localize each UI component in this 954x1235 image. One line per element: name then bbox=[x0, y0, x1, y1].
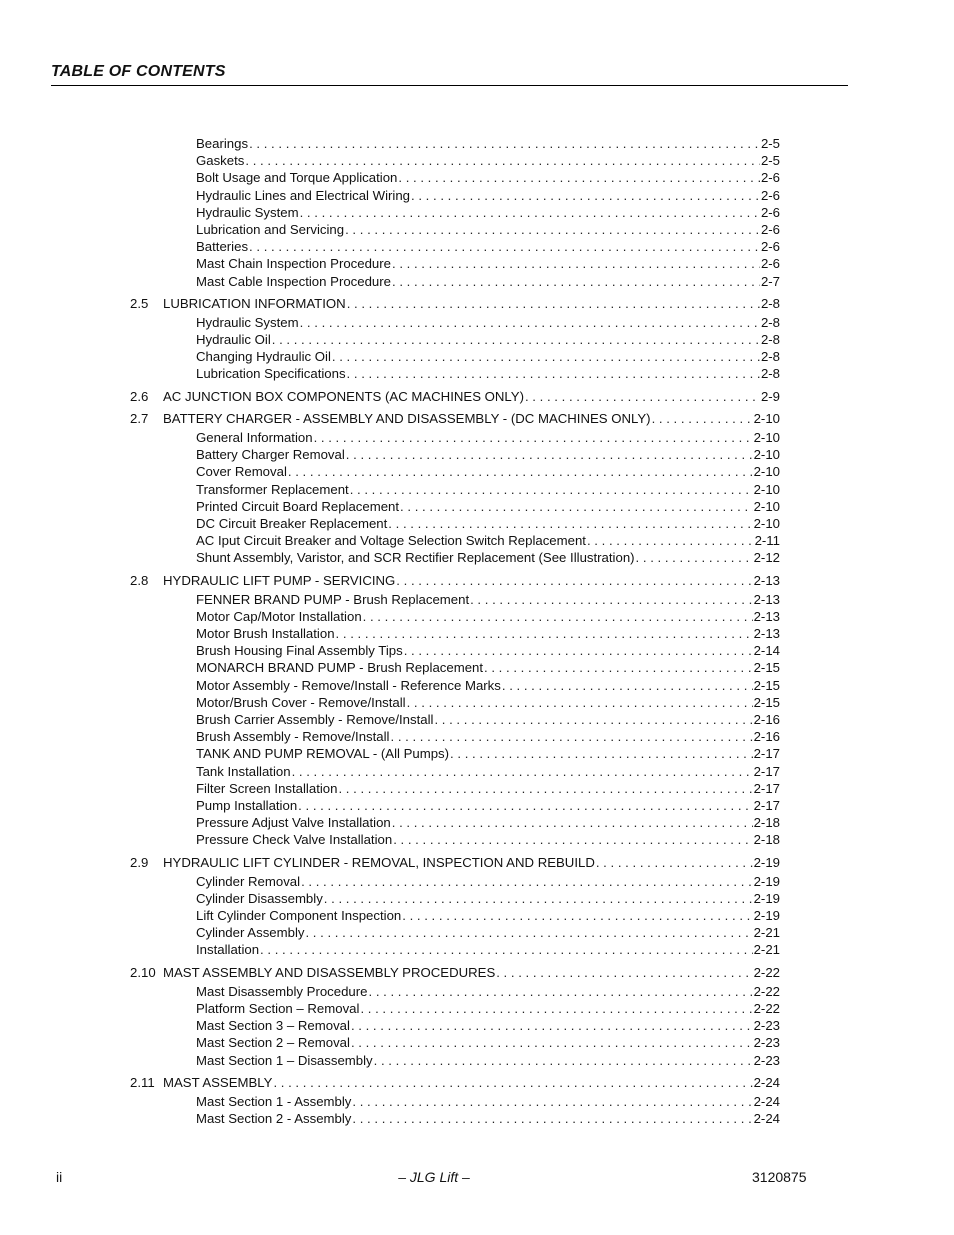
toc-dot-leader bbox=[324, 891, 753, 906]
toc-subsection-entry[interactable] bbox=[130, 516, 780, 533]
toc-entry-title: Cylinder Removal bbox=[196, 873, 301, 889]
toc-page-number: 2-10 bbox=[753, 430, 780, 445]
toc-dot-leader bbox=[402, 908, 752, 923]
toc-subsection-entry[interactable] bbox=[130, 746, 780, 763]
toc-entry-title: HYDRAULIC LIFT PUMP - SERVICING bbox=[163, 572, 396, 588]
toc-page-number: 2-5 bbox=[760, 136, 780, 151]
toc-dot-leader bbox=[249, 136, 760, 151]
toc-subsection-entry[interactable] bbox=[130, 482, 780, 499]
toc-subsection-entry[interactable] bbox=[130, 781, 780, 798]
toc-page-number: 2-13 bbox=[753, 608, 780, 624]
toc-page-number: 2-10 bbox=[753, 464, 780, 480]
toc-subsection-entry[interactable] bbox=[130, 1018, 780, 1035]
toc-subsection-entry[interactable] bbox=[130, 695, 780, 712]
toc-subsection-entry[interactable] bbox=[130, 366, 780, 383]
toc-subsection-entry[interactable] bbox=[130, 332, 780, 349]
toc-dot-leader bbox=[484, 660, 753, 675]
toc-dot-leader bbox=[398, 170, 760, 185]
toc-page-number: 2-6 bbox=[760, 170, 780, 186]
toc-subsection-entry[interactable] bbox=[130, 678, 780, 695]
toc-dot-leader bbox=[388, 516, 752, 531]
toc-page-number: 2-10 bbox=[753, 410, 780, 426]
toc-subsection-entry[interactable] bbox=[130, 712, 780, 729]
toc-entry-title: TANK AND PUMP REMOVAL - (All Pumps) bbox=[196, 746, 450, 762]
toc-subsection-entry[interactable] bbox=[130, 815, 780, 832]
toc-dot-leader bbox=[392, 815, 753, 830]
toc-dot-leader bbox=[596, 855, 753, 870]
toc-section-number: 2.5 bbox=[130, 295, 149, 311]
toc-subsection-entry[interactable] bbox=[130, 349, 780, 366]
toc-subsection-entry[interactable] bbox=[130, 550, 780, 567]
toc-subsection-entry[interactable] bbox=[130, 533, 780, 550]
toc-dot-leader bbox=[260, 942, 753, 957]
toc-page-number: 2-9 bbox=[760, 388, 780, 404]
toc-entry-title: AC Iput Circuit Breaker and Voltage Selection Switch Replacement bbox=[196, 533, 586, 549]
toc-dot-leader bbox=[301, 874, 753, 889]
toc-entry-title: Cover Removal bbox=[196, 464, 287, 480]
toc-page-number: 2-13 bbox=[753, 591, 780, 607]
toc-page-number: 2-8 bbox=[760, 314, 780, 330]
toc-page-number: 2-6 bbox=[760, 187, 780, 203]
toc-dot-leader bbox=[407, 695, 753, 710]
toc-entry-title: Mast Section 2 - Assembly bbox=[196, 1111, 352, 1127]
toc-page-number: 2-19 bbox=[753, 873, 780, 889]
toc-page-number: 2-5 bbox=[760, 153, 780, 169]
toc-dot-leader bbox=[300, 205, 760, 220]
toc-subsection-entry[interactable] bbox=[130, 1094, 780, 1111]
toc-page-number: 2-23 bbox=[753, 1018, 780, 1034]
toc-section-entry[interactable] bbox=[130, 296, 780, 313]
toc-dot-leader bbox=[502, 678, 753, 693]
toc-page-number: 2-13 bbox=[753, 626, 780, 642]
toc-entry-title: Hydraulic Lines and Electrical Wiring bbox=[196, 187, 411, 203]
toc-dot-leader bbox=[434, 712, 752, 727]
toc-dot-leader bbox=[249, 239, 760, 254]
toc-page-number: 2-15 bbox=[753, 660, 780, 676]
header-divider bbox=[51, 85, 848, 86]
toc-page-number: 2-19 bbox=[753, 908, 780, 924]
toc-subsection-entry[interactable] bbox=[130, 274, 780, 291]
toc-section-entry[interactable] bbox=[130, 1075, 780, 1092]
toc-page-number: 2-19 bbox=[753, 854, 780, 870]
toc-dot-leader bbox=[400, 499, 753, 514]
toc-page-number: 2-21 bbox=[753, 942, 780, 958]
toc-entry-title: Hydraulic System bbox=[196, 204, 299, 220]
toc-entry-title: Battery Charger Removal bbox=[196, 447, 345, 463]
toc-subsection-entry[interactable] bbox=[130, 891, 780, 908]
toc-entry-title: MONARCH BRAND PUMP - Brush Replacement bbox=[196, 660, 484, 676]
toc-subsection-entry[interactable] bbox=[130, 1001, 780, 1018]
toc-dot-leader bbox=[411, 188, 760, 203]
toc-entry-title: Hydraulic System bbox=[196, 314, 299, 330]
toc-entry-title: BATTERY CHARGER - ASSEMBLY AND DISASSEMBLY - (DC MACHINES ONLY) bbox=[163, 410, 651, 426]
toc-entry-title: Filter Screen Installation bbox=[196, 780, 338, 796]
toc-section-entry[interactable] bbox=[130, 965, 780, 982]
toc-subsection-entry[interactable] bbox=[130, 430, 780, 447]
toc-dot-leader bbox=[525, 389, 760, 404]
toc-dot-leader bbox=[292, 764, 753, 779]
toc-subsection-entry[interactable] bbox=[130, 729, 780, 746]
toc-dot-leader bbox=[652, 411, 753, 426]
toc-section-entry[interactable] bbox=[130, 411, 780, 428]
toc-entry-title: Pressure Adjust Valve Installation bbox=[196, 815, 391, 831]
toc-page-number: 2-24 bbox=[753, 1093, 780, 1109]
toc-page-number: 2-22 bbox=[753, 1001, 780, 1016]
toc-page-number: 2-24 bbox=[753, 1074, 780, 1090]
toc-entry-title: Bearings bbox=[196, 136, 249, 151]
toc-section-number: 2.10 bbox=[130, 964, 156, 980]
toc-page-number: 2-22 bbox=[753, 964, 780, 980]
toc-entry-title: Lubrication and Servicing bbox=[196, 221, 345, 237]
toc-page-number: 2-17 bbox=[753, 763, 780, 779]
toc-entry-title: Shunt Assembly, Varistor, and SCR Rectifier Replacement (See Illustration) bbox=[196, 550, 635, 566]
toc-subsection-entry[interactable] bbox=[130, 1035, 780, 1052]
toc-page-number: 2-10 bbox=[753, 447, 780, 463]
toc-entry-title: Motor Brush Installation bbox=[196, 626, 335, 642]
toc-dot-leader bbox=[288, 464, 753, 479]
page-header-title: TABLE OF CONTENTS bbox=[51, 63, 226, 80]
toc-entry-title: MAST ASSEMBLY bbox=[163, 1074, 273, 1090]
toc-subsection-entry[interactable] bbox=[130, 874, 780, 891]
toc-dot-leader bbox=[347, 296, 760, 311]
toc-subsection-entry[interactable] bbox=[130, 1111, 780, 1128]
toc-entry-title: Mast Section 1 - Assembly bbox=[196, 1093, 352, 1109]
toc-page-number: 2-8 bbox=[760, 366, 780, 382]
toc-page-number: 2-24 bbox=[753, 1111, 780, 1127]
toc-dot-leader bbox=[336, 626, 753, 641]
toc-page-number: 2-8 bbox=[760, 349, 780, 365]
toc-subsection-entry[interactable] bbox=[130, 609, 780, 626]
toc-entry-title: Lift Cylinder Component Inspection bbox=[196, 908, 402, 924]
toc-entry-title: Mast Section 3 – Removal bbox=[196, 1018, 350, 1034]
toc-entry-title: Installation bbox=[196, 942, 260, 958]
toc-entry-title: FENNER BRAND PUMP - Brush Replacement bbox=[196, 591, 470, 607]
table-of-contents bbox=[130, 136, 780, 1128]
toc-dot-leader bbox=[392, 274, 760, 289]
toc-entry-title: AC JUNCTION BOX COMPONENTS (AC MACHINES ONLY) bbox=[163, 388, 524, 404]
toc-entry-title: Cylinder Disassembly bbox=[196, 890, 323, 906]
toc-page-number: 2-12 bbox=[753, 550, 780, 566]
toc-entry-title: Motor/Brush Cover - Remove/Install bbox=[196, 694, 406, 710]
toc-dot-leader bbox=[352, 1111, 752, 1126]
toc-section-number: 2.7 bbox=[130, 410, 149, 426]
toc-subsection-entry[interactable] bbox=[130, 499, 780, 516]
toc-dot-leader bbox=[352, 1094, 752, 1109]
toc-page-number: 2-23 bbox=[753, 1035, 780, 1051]
toc-entry-title: Lubrication Specifications bbox=[196, 366, 346, 382]
toc-entry-title: LUBRICATION INFORMATION bbox=[163, 295, 346, 311]
toc-page-number: 2-13 bbox=[753, 572, 780, 588]
toc-page-number: 2-17 bbox=[753, 746, 780, 762]
footer-page-number: ii bbox=[56, 1169, 63, 1185]
toc-section-number: 2.8 bbox=[130, 572, 149, 588]
toc-subsection-entry[interactable] bbox=[130, 239, 780, 256]
toc-entry-title: Hydraulic Oil bbox=[196, 332, 271, 348]
toc-subsection-entry[interactable] bbox=[130, 1053, 780, 1070]
toc-dot-leader bbox=[360, 1001, 752, 1016]
toc-entry-title: Changing Hydraulic Oil bbox=[196, 349, 331, 365]
toc-page-number: 2-6 bbox=[760, 239, 780, 255]
toc-section-entry[interactable] bbox=[130, 389, 780, 406]
toc-entry-title: Bolt Usage and Torque Application bbox=[196, 170, 398, 186]
toc-page-number: 2-6 bbox=[760, 221, 780, 237]
toc-dot-leader bbox=[298, 798, 752, 813]
toc-page-number: 2-19 bbox=[753, 890, 780, 906]
toc-page-number: 2-7 bbox=[760, 273, 780, 289]
toc-subsection-entry[interactable] bbox=[130, 925, 780, 942]
toc-entry-title: Motor Assembly - Remove/Install - Reference Marks bbox=[196, 677, 501, 693]
toc-page-number: 2-16 bbox=[753, 729, 780, 745]
toc-dot-leader bbox=[374, 1053, 753, 1068]
toc-page-number: 2-17 bbox=[753, 780, 780, 796]
toc-subsection-entry[interactable] bbox=[130, 315, 780, 332]
toc-page-number: 2-10 bbox=[753, 498, 780, 514]
toc-subsection-entry[interactable] bbox=[130, 832, 780, 849]
toc-entry-title: Brush Carrier Assembly - Remove/Install bbox=[196, 712, 434, 727]
toc-dot-leader bbox=[369, 984, 753, 999]
toc-dot-leader bbox=[396, 573, 752, 588]
toc-page-number: 2-15 bbox=[753, 694, 780, 710]
toc-dot-leader bbox=[346, 447, 753, 462]
toc-entry-title: Motor Cap/Motor Installation bbox=[196, 608, 362, 624]
toc-page-number: 2-6 bbox=[760, 204, 780, 220]
toc-page-number: 2-15 bbox=[753, 677, 780, 693]
toc-entry-title: Tank Installation bbox=[196, 763, 291, 779]
toc-page-number: 2-10 bbox=[753, 515, 780, 531]
toc-subsection-entry[interactable] bbox=[130, 660, 780, 677]
toc-dot-leader bbox=[393, 832, 752, 847]
toc-dot-leader bbox=[450, 746, 753, 761]
toc-dot-leader bbox=[496, 965, 752, 980]
toc-page-number: 2-23 bbox=[753, 1052, 780, 1068]
toc-dot-leader bbox=[245, 153, 760, 168]
toc-page-number: 2-10 bbox=[753, 481, 780, 497]
toc-entry-title: Transformer Replacement bbox=[196, 481, 349, 497]
toc-dot-leader bbox=[273, 1075, 752, 1090]
toc-entry-title: Batteries bbox=[196, 239, 249, 255]
toc-page-number: 2-18 bbox=[753, 815, 780, 831]
toc-dot-leader bbox=[345, 222, 760, 237]
toc-dot-leader bbox=[347, 366, 760, 381]
toc-subsection-entry[interactable] bbox=[130, 643, 780, 660]
toc-dot-leader bbox=[300, 315, 760, 330]
footer-document-number: 3120875 bbox=[752, 1169, 807, 1185]
toc-dot-leader bbox=[305, 925, 752, 940]
toc-subsection-entry[interactable] bbox=[130, 984, 780, 1001]
toc-entry-title: Mast Cable Inspection Procedure bbox=[196, 273, 391, 289]
footer-publisher: – JLG Lift – bbox=[398, 1169, 470, 1185]
toc-subsection-entry[interactable] bbox=[130, 170, 780, 187]
toc-entry-title: Brush Assembly - Remove/Install bbox=[196, 729, 390, 745]
toc-entry-title: Mast Section 1 – Disassembly bbox=[196, 1052, 373, 1068]
toc-entry-title: Brush Housing Final Assembly Tips bbox=[196, 643, 403, 659]
toc-entry-title: Mast Section 2 – Removal bbox=[196, 1035, 350, 1051]
toc-subsection-entry[interactable] bbox=[130, 188, 780, 205]
toc-subsection-entry[interactable] bbox=[130, 136, 780, 153]
toc-page-number: 2-17 bbox=[753, 797, 780, 813]
toc-dot-leader bbox=[636, 550, 753, 565]
toc-page-number: 2-21 bbox=[753, 925, 780, 941]
toc-dot-leader bbox=[470, 592, 752, 607]
toc-section-entry[interactable] bbox=[130, 573, 780, 590]
toc-page-number: 2-8 bbox=[760, 332, 780, 348]
toc-entry-title: Cylinder Assembly bbox=[196, 925, 305, 941]
toc-entry-title: Mast Chain Inspection Procedure bbox=[196, 256, 391, 272]
toc-entry-title: Printed Circuit Board Replacement bbox=[196, 498, 400, 514]
toc-dot-leader bbox=[404, 643, 753, 658]
toc-dot-leader bbox=[587, 533, 754, 548]
toc-section-number: 2.9 bbox=[130, 854, 149, 870]
toc-entry-title: MAST ASSEMBLY AND DISASSEMBLY PROCEDURES bbox=[163, 964, 496, 980]
toc-entry-title: Pressure Check Valve Installation bbox=[196, 832, 393, 848]
toc-dot-leader bbox=[391, 729, 753, 744]
toc-subsection-entry[interactable] bbox=[130, 256, 780, 273]
toc-entry-title: HYDRAULIC LIFT CYLINDER - REMOVAL, INSPECTION AND REBUILD bbox=[163, 854, 595, 870]
toc-dot-leader bbox=[332, 349, 760, 364]
toc-subsection-entry[interactable] bbox=[130, 942, 780, 959]
toc-subsection-entry[interactable] bbox=[130, 464, 780, 481]
toc-subsection-entry[interactable] bbox=[130, 764, 780, 781]
toc-entry-title: Gaskets bbox=[196, 153, 245, 169]
toc-subsection-entry[interactable] bbox=[130, 798, 780, 815]
toc-entry-title: Platform Section – Removal bbox=[196, 1001, 360, 1016]
toc-page-number: 2-18 bbox=[753, 832, 780, 848]
toc-subsection-entry[interactable] bbox=[130, 222, 780, 239]
toc-page-number: 2-14 bbox=[753, 643, 780, 659]
toc-dot-leader bbox=[351, 1035, 753, 1050]
toc-subsection-entry[interactable] bbox=[130, 205, 780, 222]
toc-dot-leader bbox=[314, 430, 753, 445]
toc-dot-leader bbox=[351, 1018, 753, 1033]
toc-section-entry[interactable] bbox=[130, 855, 780, 872]
toc-subsection-entry[interactable] bbox=[130, 592, 780, 609]
toc-dot-leader bbox=[350, 482, 753, 497]
toc-entry-title: General Information bbox=[196, 430, 313, 445]
toc-subsection-entry[interactable] bbox=[130, 908, 780, 925]
toc-page-number: 2-8 bbox=[760, 295, 780, 311]
toc-section-number: 2.6 bbox=[130, 388, 149, 404]
toc-page-number: 2-16 bbox=[753, 712, 780, 727]
toc-subsection-entry[interactable] bbox=[130, 447, 780, 464]
toc-entry-title: Pump Installation bbox=[196, 797, 298, 813]
toc-subsection-entry[interactable] bbox=[130, 153, 780, 170]
toc-section-number: 2.11 bbox=[130, 1074, 155, 1090]
toc-dot-leader bbox=[363, 609, 753, 624]
toc-entry-title: DC Circuit Breaker Replacement bbox=[196, 515, 388, 531]
toc-dot-leader bbox=[392, 256, 760, 271]
toc-dot-leader bbox=[272, 332, 760, 347]
toc-page-number: 2-22 bbox=[753, 983, 780, 999]
toc-entry-title: Mast Disassembly Procedure bbox=[196, 983, 368, 999]
toc-subsection-entry[interactable] bbox=[130, 626, 780, 643]
toc-page-number: 2-6 bbox=[760, 256, 780, 272]
toc-page-number: 2-11 bbox=[754, 533, 780, 549]
toc-dot-leader bbox=[338, 781, 752, 796]
